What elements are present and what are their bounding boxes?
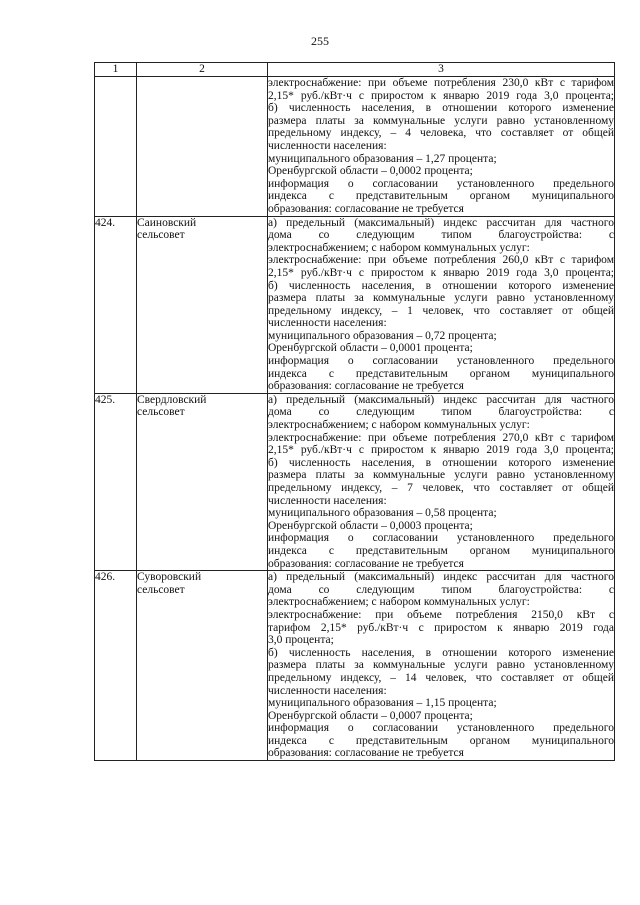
description-line: индекса с представительным органом муниципального xyxy=(268,367,614,380)
municipality-name xyxy=(137,77,268,217)
table-row xyxy=(95,571,615,761)
description-line: муниципального образования – 0,58 процента; xyxy=(268,507,497,520)
description-line: электроснабжением; с набором коммунальных услуг: xyxy=(268,596,530,609)
header-col-1: 1 xyxy=(95,63,137,77)
municipality-name-line: сельсовет xyxy=(137,406,185,419)
description-line: 2,15* руб./кВт·ч с приростом к январю 2019 года 3,0 процента; xyxy=(268,266,614,279)
description-line: информация о согласовании установленного предельного xyxy=(268,177,614,190)
description-line: электроснабжение: при объеме потребления 260,0 кВт с тарифом xyxy=(268,254,614,267)
description-line: б) численность населения, в отношении которого изменение xyxy=(268,456,614,469)
description-line: тарифом 2,15* руб./кВт·ч с приростом к январю 2019 года xyxy=(268,621,614,634)
description-line: б) численность населения, в отношении которого изменение xyxy=(268,646,614,659)
description-line: информация о согласовании установленного предельного xyxy=(268,532,614,545)
description-line: муниципального образования – 1,27 процента; xyxy=(268,152,497,165)
page-number: 255 xyxy=(311,34,329,48)
description-line: 3,0 процента; xyxy=(268,634,334,647)
index-description xyxy=(268,216,615,393)
table-body xyxy=(95,63,615,761)
description-line: муниципального образования – 1,15 процента; xyxy=(268,697,497,710)
description-line: информация о согласовании установленного предельного xyxy=(268,355,614,368)
description-line: образования: согласование не требуется xyxy=(268,380,464,393)
municipality-name-line: сельсовет xyxy=(137,229,185,242)
municipality-name-line: Саиновский xyxy=(137,216,197,229)
description-line: а) предельный (максимальный) индекс рассчитан для частного xyxy=(268,393,614,406)
index-description xyxy=(268,393,615,570)
table-row xyxy=(95,77,615,217)
description-line: Оренбургской области – 0,0002 процента; xyxy=(268,165,473,178)
row-number: 425. xyxy=(95,393,137,570)
description-line: образования: согласование не требуется xyxy=(268,747,464,760)
table-header-row xyxy=(95,63,615,77)
description-line: информация о согласовании установленного предельного xyxy=(268,722,614,735)
description-line: а) предельный (максимальный) индекс рассчитан для частного xyxy=(268,216,614,229)
description-line: 2,15* руб./кВт·ч с приростом к январю 2019 года 3,0 процента; xyxy=(268,444,614,457)
table-row xyxy=(95,216,615,393)
description-line: б) численность населения, в отношении которого изменение xyxy=(268,279,614,292)
description-line: предельному индексу, – 7 человек, что составляет от общей xyxy=(268,482,614,494)
description-line: численности населения: xyxy=(268,684,387,697)
description-line: а) предельный (максимальный) индекс рассчитан для частного xyxy=(268,571,614,584)
description-line: численности населения: xyxy=(268,139,387,152)
description-line: дома со следующим типом благоустройства: с xyxy=(268,406,614,419)
description-line: индекса с представительным органом муниципального xyxy=(268,734,614,747)
description-line: размера платы за коммунальные услуги равно установленному xyxy=(268,469,614,482)
description-line: предельному индексу, – 1 человек, что составляет от общей xyxy=(268,304,614,317)
municipality-name-line: Свердловский xyxy=(137,393,207,406)
description-line: электроснабжение: при объеме потребления 270,0 кВт с тарифом xyxy=(268,431,614,444)
description-line: индекса с представительным органом муниципального xyxy=(268,190,614,203)
description-line: численности населения: xyxy=(268,494,387,507)
description-line: размера платы за коммунальные услуги равно установленному xyxy=(268,114,614,127)
description-line: размера платы за коммунальные услуги равно установленному xyxy=(268,292,614,305)
table-row xyxy=(95,393,615,570)
description-line: электроснабжением; с набором коммунальных услуг: xyxy=(268,241,530,254)
municipality-name xyxy=(137,393,268,570)
description-line: дома со следующим типом благоустройства: с xyxy=(268,583,614,596)
row-number xyxy=(95,77,137,217)
description-line: 2,15* руб./кВт·ч с приростом к январю 2019 года 3,0 процента; xyxy=(268,89,614,102)
description-line: образования: согласование не требуется xyxy=(268,557,464,570)
description-line: муниципального образования – 0,72 процента; xyxy=(268,329,497,342)
description-line: Оренбургской области – 0,0003 процента; xyxy=(268,519,473,532)
description-line: предельному индексу, – 4 человека, что составляет от общей xyxy=(268,127,614,140)
municipality-name xyxy=(137,571,268,761)
description-line: Оренбургской области – 0,0007 процента; xyxy=(268,709,473,722)
description-line: электроснабжением; с набором коммунальных услуг: xyxy=(268,419,530,432)
description-line: Оренбургской области – 0,0001 процента; xyxy=(268,342,473,355)
index-description xyxy=(268,571,615,761)
header-col-3: 3 xyxy=(268,63,615,77)
description-line: размера платы за коммунальные услуги равно установленному xyxy=(268,659,614,672)
row-number: 426. xyxy=(95,571,137,761)
description-line: электроснабжение: при объеме потребления 2150,0 кВт с xyxy=(268,608,614,621)
index-description xyxy=(268,77,615,217)
municipality-name-line: Суворовский xyxy=(137,571,202,584)
municipality-name-line: сельсовет xyxy=(137,583,185,596)
description-line: предельному индексу, – 14 человек, что составляет от общей xyxy=(268,671,614,684)
description-line: индекса с представительным органом муниципального xyxy=(268,544,614,557)
index-table xyxy=(94,62,615,761)
description-line: б) численность населения, в отношении которого изменение xyxy=(268,102,614,115)
header-col-2: 2 xyxy=(137,63,268,77)
description-line: электроснабжение: при объеме потребления 230,0 кВт с тарифом xyxy=(268,77,614,89)
row-number: 424. xyxy=(95,216,137,393)
description-line: дома со следующим типом благоустройства: с xyxy=(268,229,614,242)
description-line: образования: согласование не требуется xyxy=(268,202,464,215)
municipality-name xyxy=(137,216,268,393)
description-line: численности населения: xyxy=(268,317,387,330)
